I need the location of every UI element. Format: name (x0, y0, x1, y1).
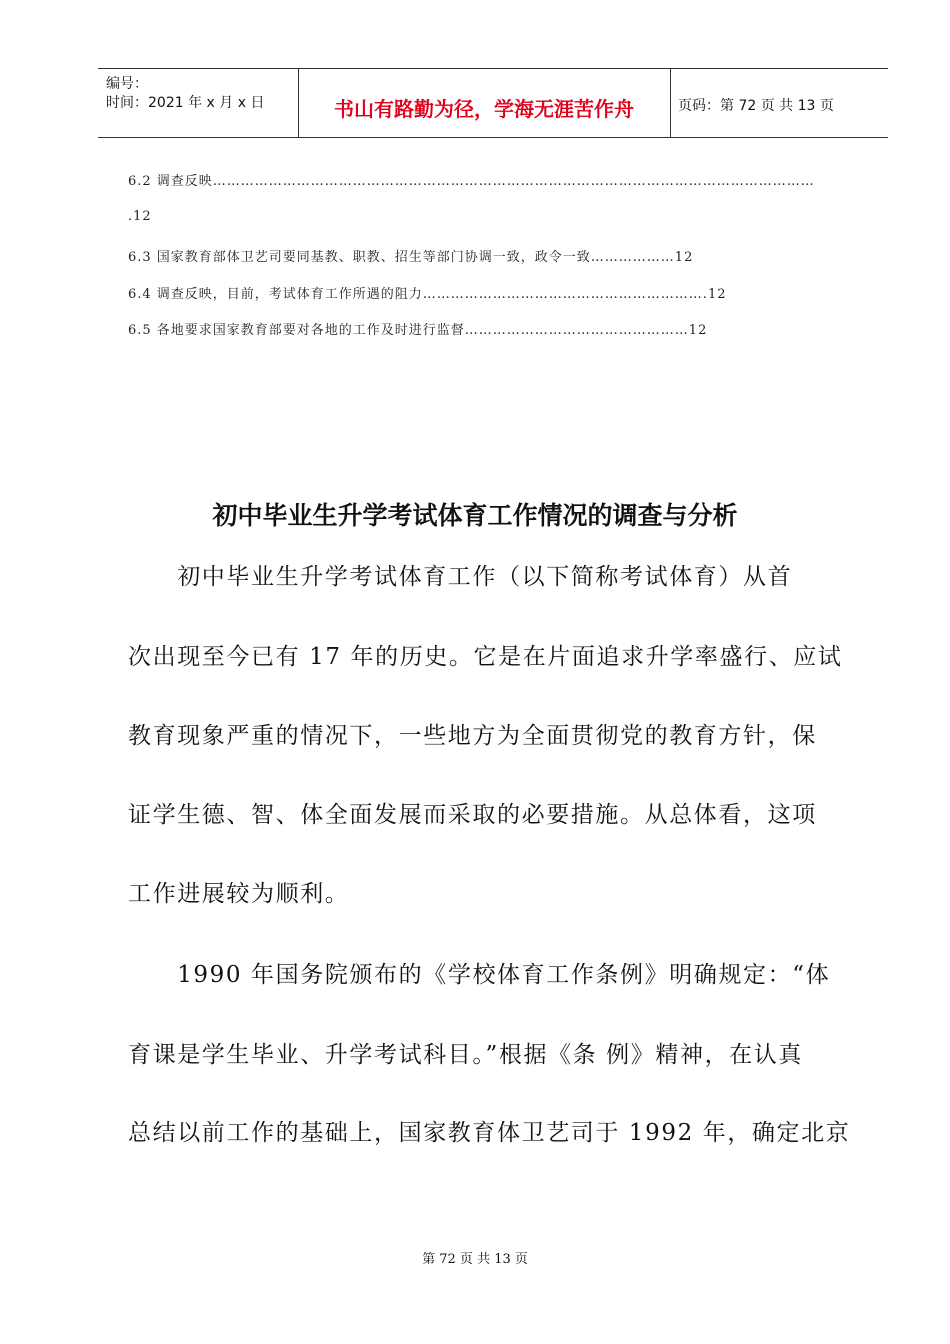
header-page-info: 页码：第 72 页 共 13 页 (678, 98, 834, 114)
body-line: 1990 年国务院颁布的《学校体育工作条例》明确规定：“体 (128, 962, 831, 988)
document-number-label: 编号： (106, 76, 148, 92)
toc-entry-6-4[interactable]: 6.4 调查反映，目前，考试体育工作所遇的阻力…………………………………………………….12 (128, 287, 727, 302)
document-title: 初中毕业生升学考试体育工作情况的调查与分析 (212, 501, 738, 530)
header-meta-cell (98, 69, 299, 137)
toc-entry-6-2-page[interactable]: .12 (128, 209, 152, 224)
toc-entry-6-2[interactable]: 6.2 调查反映………………………………………………………………………………………………………………… (128, 174, 815, 189)
body-line: 育课是学生毕业、升学考试科目。”根据《条 例》精神，在认真 (128, 1042, 803, 1068)
header-page-cell (670, 69, 888, 137)
page-footer: 第 72 页 共 13 页 (422, 1252, 528, 1267)
body-line: 教育现象严重的情况下，一些地方为全面贯彻党的教育方针，保 (128, 723, 817, 749)
toc-entry-6-5[interactable]: 6.5 各地要求国家教育部要对各地的工作及时进行监督…………………………………………12 (128, 323, 708, 338)
header-motto: 书山有路勤为径，学海无涯苦作舟 (334, 97, 634, 121)
document-time-label: 时间：2021 年 x 月 x 日 (106, 95, 265, 111)
page-header (98, 68, 888, 138)
body-line: 证学生德、智、体全面发展而采取的必要措施。从总体看，这项 (128, 802, 817, 828)
body-line: 总结以前工作的基础上，国家教育体卫艺司于 1992 年，确定北京 (128, 1120, 851, 1146)
body-line: 初中毕业生升学考试体育工作（以下简称考试体育）从首 (128, 564, 793, 590)
body-line: 工作进展较为顺利。 (128, 881, 350, 907)
toc-entry-6-3[interactable]: 6.3 国家教育部体卫艺司要同基教、职教、招生等部门协调一致，政令一致………………12 (128, 250, 694, 265)
header-motto-cell (298, 69, 671, 137)
body-line: 次出现至今已有 17 年的历史。它是在片面追求升学率盛行、应试 (128, 644, 843, 670)
